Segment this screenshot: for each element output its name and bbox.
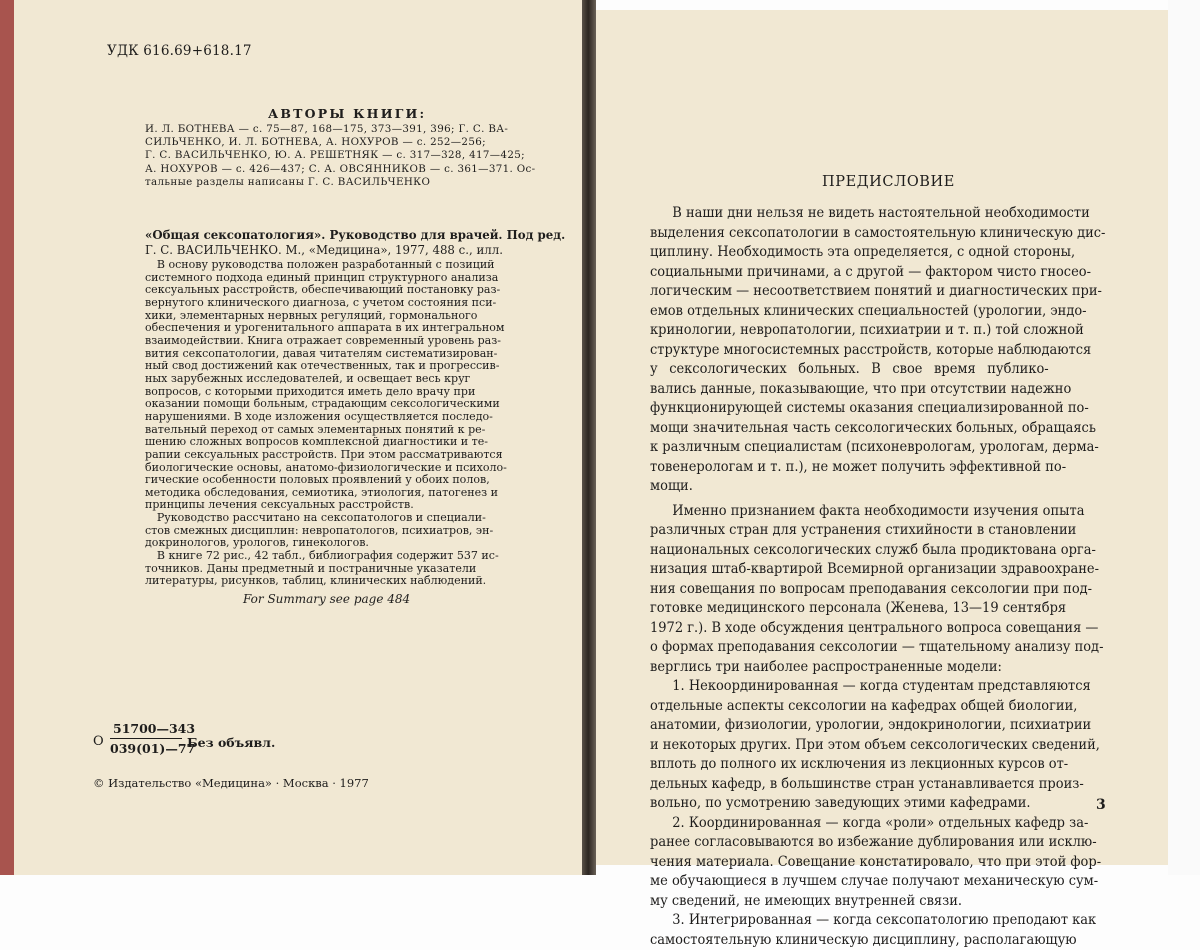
abstract-line: ных зарубежных исследователей, и освещает весь круг — [145, 373, 507, 386]
preface-line: вольно, по усмотрению заведующих этими кафедрами. — [650, 794, 1105, 814]
preface-line: о формах преподавания сексологии — тщательному анализу под- — [650, 638, 1105, 658]
page-number: 3 — [1096, 797, 1106, 813]
code-bottom: 039(01)—77 — [110, 741, 195, 756]
preface-line: ния совещания по вопросам преподавания сексологии при под- — [650, 580, 1105, 600]
preface-line: товенерологам и т. п.), не может получить эффективной по- — [650, 458, 1105, 478]
preface-line: мощи значительная часть сексологических больных, обращаясь — [650, 419, 1105, 439]
preface-line: и некоторых других. При этом объем сексологических сведений, — [650, 736, 1105, 756]
preface-line: кринологии, невропатологии, психиатрии и т. п.) той сложной — [650, 321, 1105, 341]
preface-line: ме обучающиеся в лучшем случае получают механическую сум- — [650, 872, 1105, 892]
abstract-line: рапии сексуальных расстройств. При этом рассматриваются — [145, 449, 507, 462]
code-prefix: О — [93, 734, 104, 749]
abstract-line: системного подхода единый принцип структурного анализа — [145, 272, 507, 285]
authors-list — [145, 123, 536, 189]
preface-line: логическим — несоответствием понятий и диагностических при- — [650, 282, 1105, 302]
abstract-line: вития сексопатологии, давая читателям систематизирован- — [145, 348, 507, 361]
book-gutter — [582, 0, 596, 875]
preface-line: функционирующей системы оказания специализированной по- — [650, 399, 1105, 419]
authors-heading: АВТОРЫ КНИГИ: — [268, 106, 426, 121]
preface-line: к различным специалистам (психоневрологам, урологам, дерма- — [650, 438, 1105, 458]
preface-line: чения материала. Совещание констатировало, что при этой фор- — [650, 853, 1105, 873]
preface-line: мощи. — [650, 477, 1105, 497]
preface-line: 2. Координированная — когда «роли» отдельных кафедр за- — [650, 814, 1105, 834]
authors-line: тальные разделы написаны Г. С. ВАСИЛЬЧЕНКО — [145, 176, 536, 189]
preface-line: выделения сексопатологии в самостоятельную клиническую дис- — [650, 224, 1105, 244]
abstract-line: нарушениями. В ходе изложения осуществляется последо- — [145, 411, 507, 424]
authors-line: А. НОХУРОВ — с. 426—437; С. А. ОВСЯННИКОВ — с. 361—371. Ос- — [145, 163, 536, 176]
book-citation — [145, 228, 580, 258]
preface-line: емов отдельных клинических специальностей (урологии, эндо- — [650, 302, 1105, 322]
authors-line: СИЛЬЧЕНКО, И. Л. БОТНЕВА, А. НОХУРОВ — с. 252—256; — [145, 136, 536, 149]
authors-line: Г. С. ВАСИЛЬЧЕНКО, Ю. А. РЕШЕТНЯК — с. 317—328, 417—425; — [145, 149, 536, 162]
abstract-line: литературы, рисунков, таблиц, клинических наблюдений. — [145, 575, 507, 588]
preface-line: структуре многосистемных расстройств, которые наблюдаются — [650, 341, 1105, 361]
preface-line: верглись три наиболее распространенные модели: — [650, 658, 1105, 678]
summary-note: For Summary see page 484 — [243, 592, 410, 606]
preface-line: 1972 г.). В ходе обсуждения центрального вопроса совещания — — [650, 619, 1105, 639]
abstract-line: Руководство рассчитано на сексопатологов и специали- — [145, 512, 507, 525]
abstract-line: ный свод достижений как отечественных, так и прогрессив- — [145, 360, 507, 373]
abstract-line: сексуальных расстройств, обеспечивающий постановку раз- — [145, 284, 507, 297]
preface-line: циплину. Необходимость эта определяется, с одной стороны, — [650, 243, 1105, 263]
authors-line: И. Л. БОТНЕВА — с. 75—87, 168—175, 373—391, 396; Г. С. ВА- — [145, 123, 536, 136]
background-strip — [1168, 0, 1200, 875]
abstract-line: методика обследования, семиотика, этиология, патогенез и — [145, 487, 507, 500]
preface-line: ранее согласовываются во избежание дублирования или исклю- — [650, 833, 1105, 853]
abstract-line: биологические основы, анатомо-физиологические и психоло- — [145, 462, 507, 475]
preface-line: 1. Некоординированная — когда студентам представляются — [650, 677, 1105, 697]
cover-edge — [0, 0, 14, 875]
preface-line: В наши дни нельзя не видеть настоятельной необходимости — [650, 204, 1105, 224]
abstract-line: гические особенности половых проявлений у обоих полов, — [145, 474, 507, 487]
preface-line: готовке медицинского персонала (Женева, 13—19 сентября — [650, 599, 1105, 619]
code-top: 51700—343 — [113, 721, 195, 736]
book-abstract — [145, 259, 512, 588]
preface-title: ПРЕДИСЛОВИЕ — [822, 174, 955, 190]
preface-line: Именно признанием факта необходимости изучения опыта — [650, 502, 1105, 522]
preface-line: вались данные, показывающие, что при отсутствии надежно — [650, 380, 1105, 400]
code-fraction-line — [110, 738, 182, 739]
preface-line: различных стран для устранения стихийности в становлении — [650, 521, 1105, 541]
abstract-line: вернутого клинического диагноза, с учетом состояния пси- — [145, 297, 507, 310]
preface-line: у сексологических больных. В свое время публико- — [650, 360, 1105, 380]
preface-line: национальных сексологических служб была продиктована орга- — [650, 541, 1105, 561]
abstract-line: принципы лечения сексуальных расстройств. — [145, 499, 507, 512]
citation-line: Г. С. ВАСИЛЬЧЕНКО. М., «Медицина», 1977, 488 с., илл. — [145, 243, 565, 258]
abstract-line: В основу руководства положен разработанный с позиций — [145, 259, 507, 272]
abstract-line: стов смежных дисциплин: невропатологов, психиатров, эн- — [145, 525, 507, 538]
citation-line: «Общая сексопатология». Руководство для врачей. Под ред. — [145, 228, 565, 243]
abstract-line: взаимодействии. Книга отражает современный уровень раз- — [145, 335, 507, 348]
preface-line: самостоятельную клиническую дисциплину, располагающую — [650, 931, 1105, 950]
preface-line: отдельные аспекты сексологии на кафедрах общей биологии, — [650, 697, 1105, 717]
preface-body — [650, 204, 1140, 950]
abstract-line: точников. Даны предметный и постраничные указатели — [145, 563, 507, 576]
preface-line: социальными причинами, а с другой — фактором чисто гносео- — [650, 263, 1105, 283]
abstract-line: вопросов, с которыми приходится иметь дело врачу при — [145, 386, 507, 399]
preface-line: анатомии, физиологии, урологии, эндокринологии, психиатрии — [650, 716, 1105, 736]
udk-code: УДК 616.69+618.17 — [107, 43, 252, 59]
preface-line: му сведений, не имеющих внутренней связи. — [650, 892, 1105, 912]
preface-line: 3. Интегрированная — когда сексопатологию преподают как — [650, 911, 1105, 931]
abstract-line: оказании помощи больным, страдающим сексологическими — [145, 398, 507, 411]
abstract-line: вательный переход от самых элементарных понятий к ре- — [145, 424, 507, 437]
abstract-line: В книге 72 рис., 42 табл., библиография содержит 537 ис- — [145, 550, 507, 563]
preface-line: дельных кафедр, в большинстве стран устанавливается произ- — [650, 775, 1105, 795]
abstract-line: обеспечения и урогенитального аппарата в их интегральном — [145, 322, 507, 335]
abstract-line: докринологов, урологов, гинекологов. — [145, 537, 507, 550]
preface-line: вплоть до полного их исключения из лекционных курсов от- — [650, 755, 1105, 775]
preface-line: низация штаб-квартирой Всемирной организации здравоохране- — [650, 560, 1105, 580]
abstract-line: шению сложных вопросов комплексной диагностики и те- — [145, 436, 507, 449]
abstract-line: хики, элементарных нервных регуляций, гормонального — [145, 310, 507, 323]
code-note: Без объявл. — [187, 735, 275, 750]
publisher-line: © Издательство «Медицина» · Москва · 1977 — [93, 776, 369, 790]
